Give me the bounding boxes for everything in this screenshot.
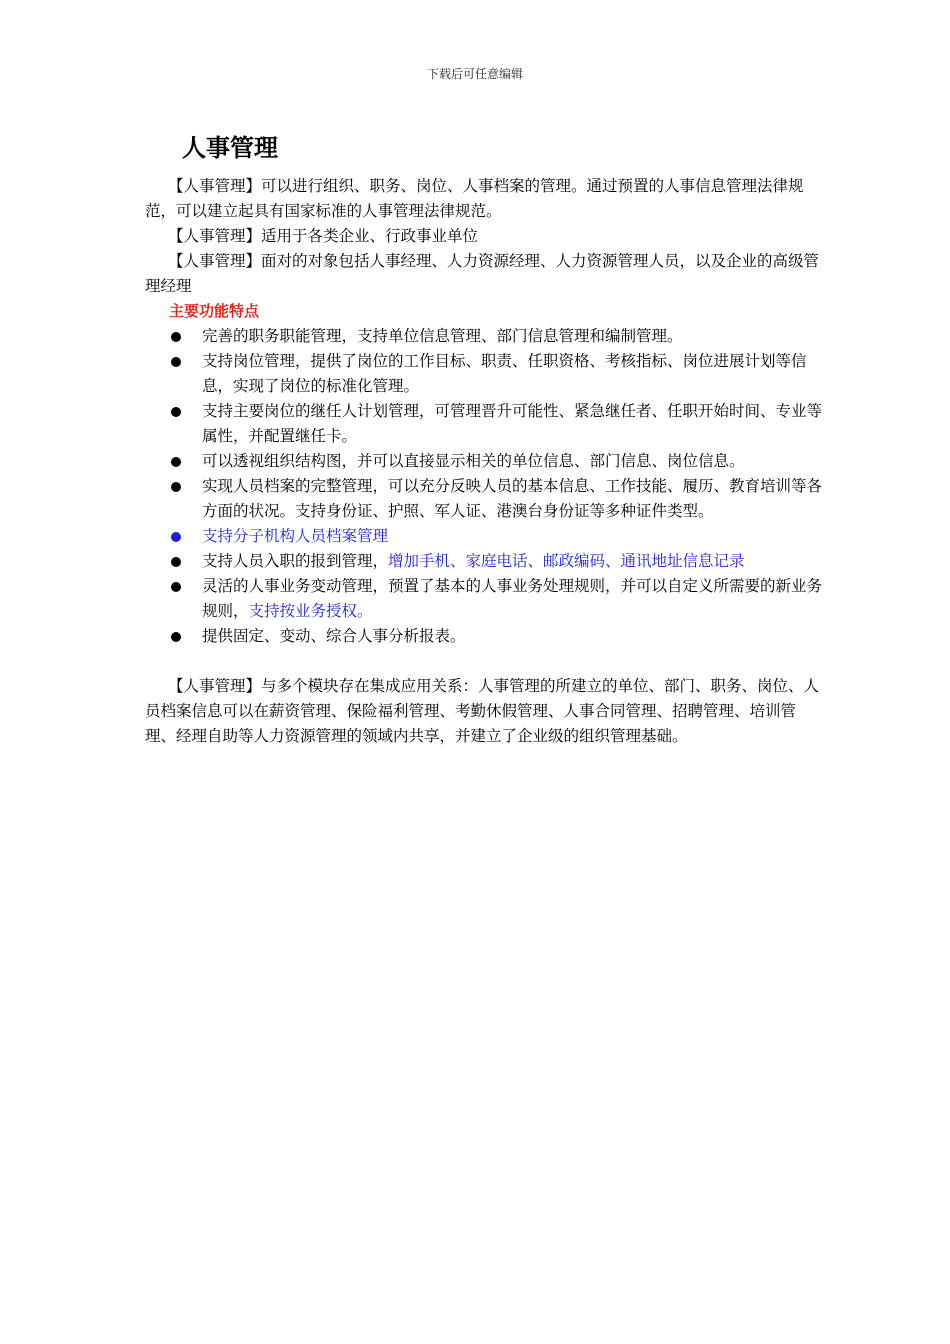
list-item (145, 574, 825, 624)
list-item-highlight: 增加手机、家庭电话、邮政编码、通讯地址信息记录 (388, 552, 745, 570)
closing-paragraph: 【人事管理】与多个模块存在集成应用关系：人事管理的所建立的单位、部门、职务、岗位、人员档案信息可以在薪资管理、保险福利管理、考勤休假管理、人事合同管理、招聘管理、培训管理、经理自助等人力资源管理的领域内共享，并建立了企业级的组织管理基础。 (145, 677, 820, 745)
list-item (145, 624, 825, 649)
list-item-text: 灵活的人事业务变动管理，预置了基本的人事业务处理规则，并可以自定义所需要的新业务规则， (202, 577, 823, 620)
list-item (145, 349, 825, 399)
list-item-text: 支持人员入职的报到管理， (202, 552, 389, 570)
intro-paragraph-2: 【人事管理】适用于各类企业、行政事业单位 (168, 227, 479, 245)
page-title: 人事管理 (182, 134, 278, 162)
bullet-icon (171, 407, 181, 417)
bullet-icon (171, 357, 181, 367)
list-item (145, 474, 825, 524)
list-item-text: 完善的职务职能管理，支持单位信息管理、部门信息管理和编制管理。 (202, 327, 683, 345)
list-item (145, 549, 825, 574)
list-item (145, 449, 825, 474)
list-item-text: 支持主要岗位的继任人计划管理，可管理晋升可能性、紧急继任者、任职开始时间、专业等属性，并配置继任卡。 (202, 402, 823, 445)
list-item (145, 524, 825, 549)
list-item-text: 可以透视组织结构图，并可以直接显示相关的单位信息、部门信息、岗位信息。 (202, 452, 745, 470)
list-item-text: 支持岗位管理，提供了岗位的工作目标、职责、任职资格、考核指标、岗位进展计划等信息，实现了岗位的标准化管理。 (202, 352, 807, 395)
list-item-text: 提供固定、变动、综合人事分析报表。 (202, 627, 466, 645)
feature-list (145, 324, 825, 649)
list-item (145, 324, 825, 349)
bullet-icon (171, 332, 181, 342)
list-item (145, 399, 825, 449)
paragraph-spacer (145, 649, 825, 674)
intro-paragraph-1: 【人事管理】可以进行组织、职务、岗位、人事档案的管理。通过预置的人事信息管理法律规范，可以建立起具有国家标准的人事管理法律规范。 (145, 177, 804, 220)
bullet-icon (171, 632, 181, 642)
section-heading-features: 主要功能特点 (169, 302, 260, 320)
document-body (145, 174, 825, 749)
bullet-icon (171, 557, 181, 567)
list-item-text: 支持分子机构人员档案管理 (202, 527, 389, 545)
bullet-icon (171, 532, 181, 542)
list-item-highlight: 支持按业务授权。 (248, 602, 373, 620)
page-header: 下载后可任意编辑 (426, 67, 523, 81)
bullet-icon (171, 582, 181, 592)
list-item-text: 实现人员档案的完整管理，可以充分反映人员的基本信息、工作技能、履历、教育培训等各方面的状况。支持身份证、护照、军人证、港澳台身份证等多种证件类型。 (202, 477, 823, 520)
intro-paragraph-3: 【人事管理】面对的对象包括人事经理、人力资源经理、人力资源管理人员，以及企业的高级管理经理 (145, 252, 820, 295)
bullet-icon (171, 457, 181, 467)
bullet-icon (171, 482, 181, 492)
